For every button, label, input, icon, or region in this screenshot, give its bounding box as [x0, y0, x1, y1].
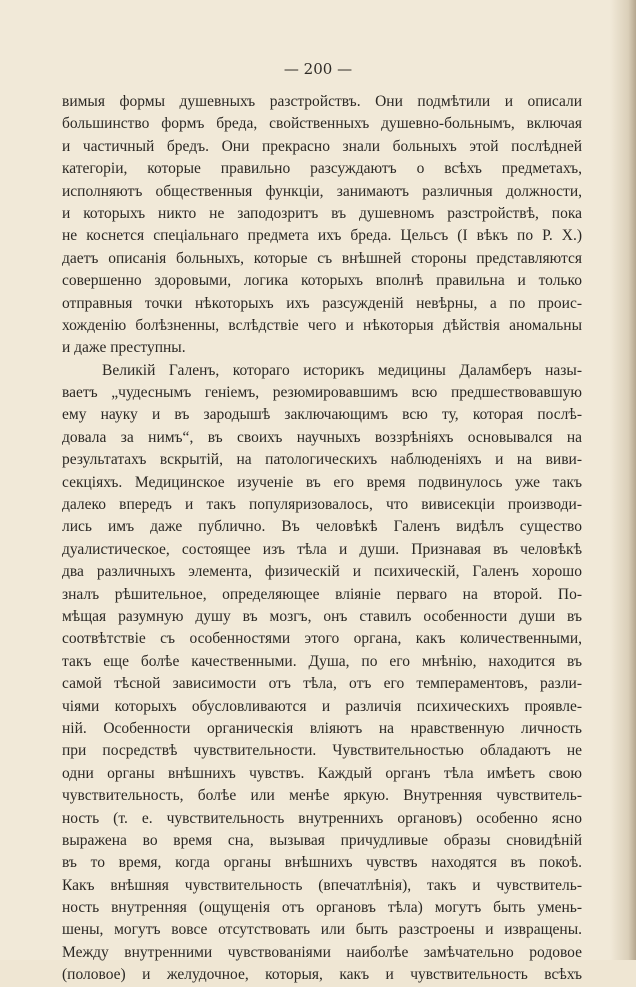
text-line: даетъ описанія больныхъ, которые съ внѣшней стороны представляются	[62, 249, 582, 267]
text-line: самой тѣсной зависимости отъ тѣла, отъ его темпераментовъ, разли-	[62, 675, 582, 693]
text-line: при посредствѣ чувствительности. Чувствительностью обладаютъ не	[62, 742, 582, 760]
text-line: исполняютъ общественныя функціи, занимаютъ различныя должности,	[62, 182, 582, 200]
text-line: далеко впередъ и такъ популяризовалось, что вивисекціи производи-	[62, 496, 582, 514]
text-line: большинство формъ бреда, свойственныхъ душевно-больнымъ, включая	[62, 115, 582, 133]
text-line: не коснется спеціальнаго предмета ихъ бреда. Цельсъ (I вѣкъ по Р. Х.)	[62, 227, 582, 245]
paragraph-first-line: Великій Галенъ, котораго историкъ медицины Даламберъ назы-	[102, 361, 582, 379]
text-line: совершенно здоровыми, логика которыхъ вполнѣ правильна и только	[62, 272, 582, 290]
text-line: секціяхъ. Медицинское изученіе въ его время подвинулось уже такъ	[62, 473, 582, 491]
text-line: выражена во время сна, вызывая причудливые образы сновидѣній	[62, 831, 582, 849]
text-line: Какъ внѣшняя чувствительность (впечатлѣнія), такъ и чувствитель-	[62, 876, 582, 894]
text-line: два различныхъ элемента, физическій и психическій, Галенъ хорошо	[62, 563, 582, 581]
text-line: хожденію болѣзненны, вслѣдствіе чего и нѣкоторыя дѣйствія аномальны	[62, 316, 582, 334]
text-line: ваетъ „чудеснымъ геніемъ, резюмировавшимъ всю предшествовавшую	[62, 384, 582, 402]
text-line: лись имъ даже публично. Въ человѣкѣ Галенъ видѣлъ существо	[62, 518, 582, 536]
text-line: Между внутренними чувствованіями наиболѣе замѣчательно родовое	[62, 943, 582, 961]
text-line: дуалистическое, состоящее изъ тѣла и души. Признавая въ человѣкѣ	[62, 540, 582, 558]
text-line: результатахъ вскрытій, на патологическихъ наблюденіяхъ и на виви-	[62, 451, 582, 469]
text-line: отправныя точки нѣкоторыхъ ихъ разсужденій невѣрны, а по проис-	[62, 294, 582, 312]
text-line: зналъ рѣшительное, определяющее вліяніе перваго на второй. По-	[62, 585, 582, 603]
text-line: категоріи, которые правильно разсуждаютъ о всѣхъ предметахъ,	[62, 160, 582, 178]
text-line: шены, могутъ вовсе отсутствовать или быть разстроены и извращены.	[62, 921, 582, 939]
text-line: въ то время, когда органы внѣшнихъ чувствъ находятся въ покоѣ.	[62, 854, 582, 872]
text-line: ему науку и въ зародышѣ заключающимъ всю ту, которая послѣ-	[62, 406, 582, 424]
page-body-text	[62, 91, 582, 987]
text-line: вимыя формы душевныхъ разстройствъ. Они подмѣтили и описали	[62, 93, 582, 110]
text-line: ность внутренняя (ощущенія отъ органовъ тѣла) могутъ быть умень-	[62, 899, 582, 917]
text-line: (половое) и желудочное, которыя, какъ и чувствительность всѣхъ	[62, 966, 582, 984]
page-number: — 200 —	[283, 60, 353, 78]
text-line: ность (т. е. чувствительность внутреннихъ органовъ) особенно ясно	[62, 809, 582, 827]
text-line: такъ еще болѣе качественными. Душа, по его мнѣнію, находится въ	[62, 652, 582, 670]
text-line: довала за нимъ“, въ своихъ научныхъ воззрѣніяхъ основывался на	[62, 428, 582, 446]
text-line: и частичный бредъ. Они прекрасно знали больныхъ этой послѣдней	[62, 137, 582, 155]
text-line: и которыхъ никто не заподозритъ въ душевномъ разстройствѣ, пока	[62, 204, 582, 222]
text-line: чіями которыхъ обусловливаются и различія психическихъ проявле-	[62, 697, 582, 715]
text-line: одни органы внѣшнихъ чувствъ. Каждый органъ тѣла имѣетъ свою	[62, 764, 582, 782]
text-line: ній. Особенности органическія вліяютъ на нравственную личность	[62, 719, 582, 737]
paragraph-last-line: и даже преступны.	[62, 339, 186, 357]
text-line: соотвѣтствіе съ особенностями этого органа, какъ количественными,	[62, 630, 582, 648]
text-line: мѣщая разумную душу въ мозгъ, онъ ставилъ особенности души въ	[62, 607, 582, 625]
text-line: чувствительность, болѣе или менѣе яркую. Внутренняя чувствитель-	[62, 787, 582, 805]
page-edge-shadow	[610, 0, 636, 960]
